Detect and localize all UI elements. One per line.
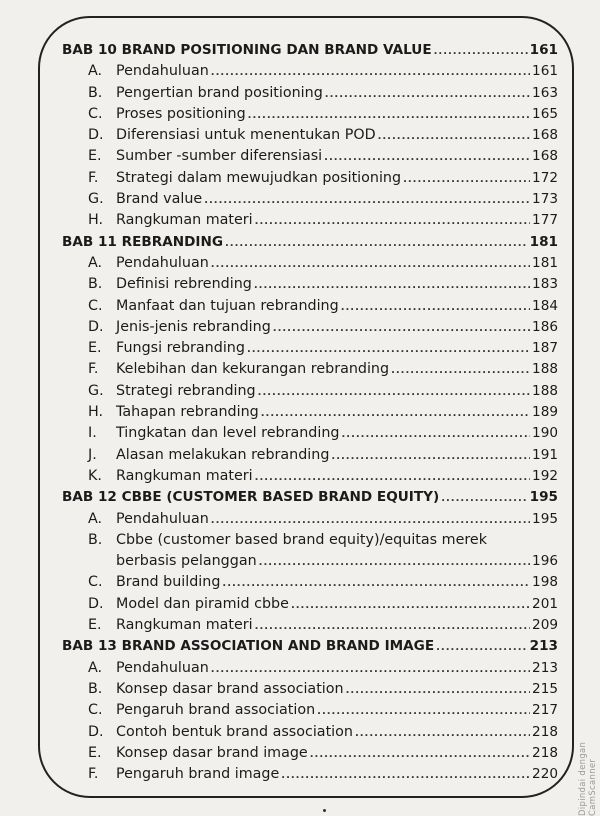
dot-leader [324,147,530,168]
entry-page-number: 165 [532,105,558,122]
toc-entry [62,296,558,317]
dot-leader [441,488,527,509]
dot-leader [211,254,530,275]
entry-page-number: 218 [532,744,558,761]
dot-leader [281,765,530,786]
chapter-heading [62,487,558,508]
toc-entry [62,445,558,466]
dot-leader [255,467,530,488]
entry-title: Strategi dalam mewujudkan positioning [116,169,402,186]
dot-leader [291,595,530,616]
entry-letter: E. [88,744,102,761]
entry-title: Rangkuman materi [116,617,253,634]
toc-entry [62,722,558,743]
toc-entry [62,83,558,104]
dot-leader [434,41,528,62]
entry-title: Manfaat dan tujuan rebranding [116,297,339,314]
entry-page-number: 215 [532,680,558,697]
toc-entry [62,423,558,444]
entry-title: Contoh bentuk brand association [116,723,353,740]
toc-entry [62,359,558,380]
entry-letter: H. [88,212,104,229]
dot-leader [222,573,530,594]
entry-letter: H. [88,404,104,421]
dot-leader [355,723,530,744]
toc-entry [62,381,558,402]
dot-leader [211,510,530,531]
entry-page-number: 188 [532,361,558,378]
chapter-page-number: 195 [529,489,558,506]
entry-letter: D. [88,127,104,144]
entry-title: Proses positioning [116,105,246,122]
dot-leader [341,297,530,318]
chapter-title: BAB 13 BRAND ASSOCIATION AND BRAND IMAGE [62,638,435,655]
entry-title: Pendahuluan [116,254,209,271]
dot-leader [248,105,530,126]
entry-page-number: 168 [532,127,558,144]
dot-leader [258,382,530,403]
toc-entry [62,615,558,636]
entry-page-number: 181 [532,254,558,271]
entry-page-number: 186 [532,318,558,335]
entry-title: Diferensiasi untuk menentukan POD [116,127,376,144]
dot-leader [378,126,530,147]
toc-entry [62,700,558,721]
entry-letter: E. [88,340,102,357]
entry-title: Definisi rebrending [116,276,252,293]
entry-letter: K. [88,467,102,484]
entry-title-continued: berbasis pelanggan [116,553,257,570]
entry-page-number: 187 [532,340,558,357]
chapter-title: BAB 10 BRAND POSITIONING DAN BRAND VALUE [62,42,432,58]
entry-page-number: 189 [532,404,558,421]
dot-leader [317,701,530,722]
entry-letter: C. [88,105,103,122]
toc-entry [62,509,558,530]
table-of-contents [62,40,558,785]
entry-letter: E. [88,617,102,634]
entry-title: Jenis-jenis rebranding [116,318,271,335]
dot-leader [247,339,530,360]
entry-letter: G. [88,382,104,399]
chapter-heading [62,636,558,657]
dot-leader [255,211,530,232]
entry-title: Rangkuman materi [116,467,253,484]
dot-leader [436,637,527,658]
entry-letter: D. [88,595,104,612]
entry-title: Konsep dasar brand association [116,680,344,697]
entry-page-number: 161 [532,63,558,80]
entry-title: Pengaruh brand association [116,702,316,719]
dot-leader [225,233,528,254]
entry-title: Fungsi rebranding [116,340,245,357]
entry-title: Konsep dasar brand image [116,744,308,761]
entry-title: Strategi rebranding [116,382,256,399]
toc-entry [62,168,558,189]
chapter-heading [62,40,558,61]
entry-page-number: 173 [532,191,558,208]
toc-entry [62,658,558,679]
entry-page-number: 168 [532,148,558,165]
entry-title: Pengertian brand positioning [116,84,323,101]
dot-leader [346,680,530,701]
toc-entry [62,104,558,125]
entry-page-number: 195 [532,510,558,527]
dot-leader [259,552,530,573]
entry-title: Brand building [116,574,221,591]
scanner-watermark: Dipindai dengan CamScanner [578,741,598,816]
entry-page-number: 217 [532,702,558,719]
entry-title: Tingkatan dan level rebranding [116,425,340,442]
chapter-page-number: 161 [529,42,558,58]
entry-title: Pendahuluan [116,659,209,676]
entry-letter: C. [88,574,103,591]
toc-entry [62,317,558,338]
toc-entry [62,594,558,615]
entry-title: Brand value [116,191,203,208]
toc-entry [62,125,558,146]
page-dot-mark [323,809,326,812]
entry-letter: B. [88,680,103,697]
entry-title: Pendahuluan [116,63,209,80]
entry-letter: A. [88,659,103,676]
toc-entry-continuation [62,551,558,572]
entry-letter: A. [88,510,103,527]
entry-page-number: 188 [532,382,558,399]
dot-leader [255,616,530,637]
toc-entry [62,764,558,785]
entry-page-number: 190 [532,425,558,442]
dot-leader [391,360,530,381]
entry-page-number: 163 [532,84,558,101]
entry-letter: A. [88,63,103,80]
entry-page-number: 177 [532,212,558,229]
entry-title: Tahapan rebranding [116,404,259,421]
toc-entry [62,189,558,210]
toc-entry [62,572,558,593]
entry-letter: B. [88,84,103,101]
entry-title: Kelebihan dan kekurangan rebranding [116,361,390,378]
entry-letter: F. [88,361,99,378]
dot-leader [331,446,530,467]
toc-entry [62,253,558,274]
entry-letter: F. [88,169,99,186]
entry-letter: G. [88,191,104,208]
toc-entry [62,210,558,231]
entry-page-number: 184 [532,297,558,314]
dot-leader [254,275,530,296]
toc-entry [62,402,558,423]
entry-letter: C. [88,702,103,719]
entry-title: Pengaruh brand image [116,766,280,783]
entry-page-number: 218 [532,723,558,740]
dot-leader [211,659,530,680]
entry-page-number: 183 [532,276,558,293]
entry-page-number: 209 [532,617,558,634]
toc-entry [62,466,558,487]
dot-leader [310,744,530,765]
chapter-page-number: 213 [529,638,558,655]
entry-letter: D. [88,723,104,740]
chapter-heading [62,232,558,253]
entry-page-number: 220 [532,766,558,783]
dot-leader [403,169,530,190]
toc-entry [62,61,558,82]
entry-page-number: 198 [532,574,558,591]
entry-page-number: 192 [532,467,558,484]
entry-letter: A. [88,254,103,271]
entry-title: Rangkuman materi [116,212,253,229]
entry-page-number: 196 [532,553,558,570]
entry-page-number: 172 [532,169,558,186]
entry-page-number: 213 [532,659,558,676]
entry-page-number: 191 [532,446,558,463]
entry-title: Sumber -sumber diferensiasi [116,148,323,165]
entry-letter: B. [88,531,103,548]
dot-leader [341,424,530,445]
chapter-title: BAB 12 CBBE (CUSTOMER BASED BRAND EQUITY) [62,489,440,506]
entry-letter: C. [88,297,103,314]
toc-entry [62,338,558,359]
dot-leader [211,62,530,83]
toc-entry [62,146,558,167]
entry-letter: F. [88,766,99,783]
dot-leader [204,190,530,211]
dot-leader [273,318,530,339]
toc-entry [62,530,558,551]
chapter-title: BAB 11 REBRANDING [62,233,223,250]
dot-leader [325,84,530,105]
entry-letter: I. [88,425,97,442]
entry-letter: B. [88,276,103,293]
entry-title: Pendahuluan [116,510,209,527]
entry-page-number: 201 [532,595,558,612]
entry-title: Alasan melakukan rebranding [116,446,330,463]
entry-title: Cbbe (customer based brand equity)/equitas merek [116,531,488,548]
chapter-page-number: 181 [529,233,558,250]
toc-entry [62,679,558,700]
entry-letter: J. [88,446,97,463]
entry-letter: E. [88,148,102,165]
entry-letter: D. [88,318,104,335]
toc-entry [62,274,558,295]
dot-leader [261,403,530,424]
entry-title: Model dan piramid cbbe [116,595,289,612]
toc-entry [62,743,558,764]
